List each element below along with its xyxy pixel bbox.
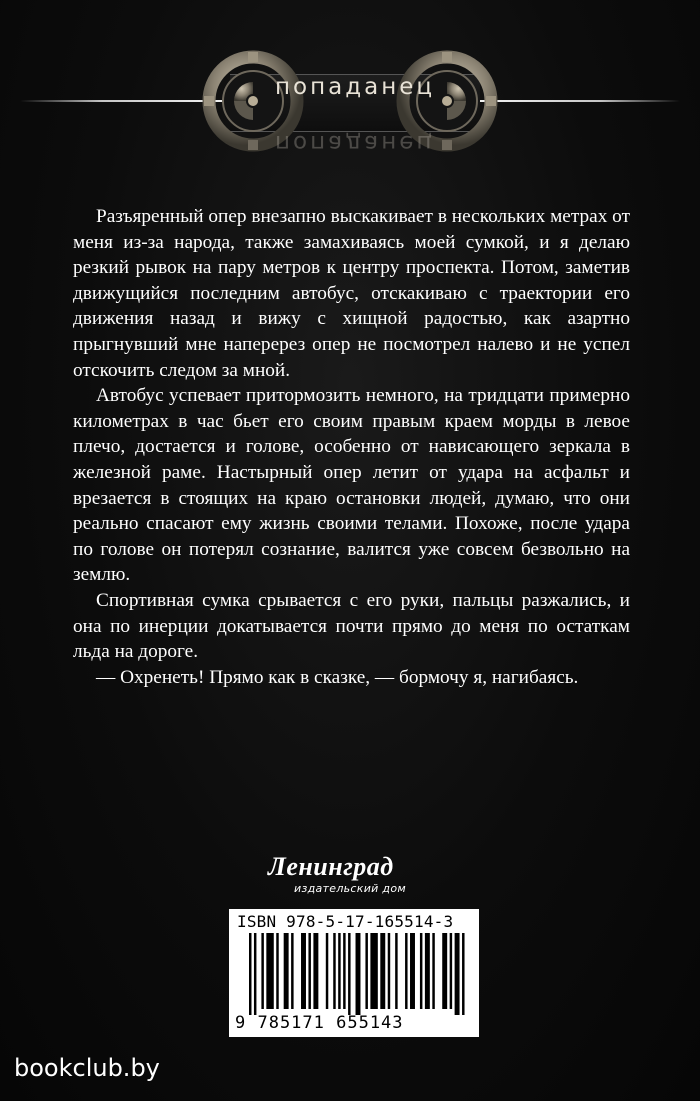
barcode-bar xyxy=(420,933,422,1009)
blurb-paragraph-1: Разъяренный опер внезапно выскакивает в нескольких метрах от меня из-за народа, также замахиваясь моей сумкой, и я делаю резкий рывок на пару метров к центру проспекта. Потом, заметив движущийся последним автобус, отскакиваю с траектории его движения назад и вижу с хищной радостью, как азартно прыгнувший мне наперерез опер не посмотрел налево и не успел отскочить следом за мной. xyxy=(73,206,630,381)
barcode-bar xyxy=(395,933,397,1009)
series-title: попаданец xyxy=(274,74,436,100)
blurb-paragraph-3: Спортивная сумка срывается с его руки, пальцы разжались, и она по инерции докатывается почти прямо до меня по остаткам льда на дороге. xyxy=(73,589,630,663)
blurb-paragraph-4: — Охренеть! Прямо как в сказке, — бормочу я, нагибаясь. xyxy=(96,666,579,688)
barcode-bar xyxy=(356,933,361,1015)
barcode-bar xyxy=(388,933,390,1009)
barcode-bar xyxy=(380,933,385,1009)
barcode-bar xyxy=(261,933,263,1009)
series-line-left xyxy=(20,100,225,102)
barcode-bar xyxy=(313,933,318,1009)
barcode-bar xyxy=(254,933,256,1015)
barcode-bar xyxy=(308,933,310,1009)
publisher-tagline: издательский дом xyxy=(294,882,406,895)
barcode-bar xyxy=(442,933,447,1009)
watermark-site: bookclub.by xyxy=(14,1054,160,1082)
barcode-digits: 9 785171 655143 xyxy=(235,1013,404,1033)
barcode-bar xyxy=(276,933,278,1009)
series-line-right xyxy=(480,100,680,102)
barcode-bars xyxy=(249,933,467,1015)
barcode-bar xyxy=(450,933,452,1009)
barcode-bar xyxy=(348,933,350,1015)
barcode-bar xyxy=(338,933,340,1009)
barcode-bar xyxy=(405,933,407,1009)
barcode-bar xyxy=(326,933,328,1009)
barcode-bar xyxy=(266,933,273,1009)
isbn-barcode xyxy=(229,909,479,1037)
isbn-label: ISBN 978-5-17-165514-3 xyxy=(237,912,454,931)
series-header xyxy=(0,40,700,160)
barcode-bar xyxy=(425,933,430,1009)
publisher-logo xyxy=(268,852,468,902)
barcode-bar xyxy=(432,933,434,1009)
blurb-text xyxy=(73,204,630,690)
barcode-bar xyxy=(410,933,415,1009)
blurb-paragraph-2: Автобус успевает притормозить немного, на тридцати примерно километрах в час бьет его своим правым краем морды в левое плечо, достается и голове, особенно от нависающего зеркала в железной раме. Настырный опер летит от удара на асфальт и врезается в стоящих на краю остановки людей, думаю, что они реально спасают ему жизнь своими телами. Похоже, после удара по голове он потерял сознание, валится уже совсем безвольно на землю. xyxy=(73,385,630,586)
barcode-bar xyxy=(370,933,377,1009)
barcode-bar xyxy=(301,933,306,1009)
publisher-name: Ленинград xyxy=(268,852,394,881)
barcode-bar xyxy=(333,933,335,1009)
series-title-reflection: попаданец xyxy=(274,130,436,156)
barcode-bar xyxy=(455,933,460,1015)
barcode-bar xyxy=(343,933,345,1009)
barcode-bar xyxy=(462,933,464,1015)
barcode-bar xyxy=(291,933,293,1009)
barcode-bar xyxy=(284,933,289,1009)
barcode-bar xyxy=(365,933,367,1009)
barcode-bar xyxy=(249,933,251,1015)
